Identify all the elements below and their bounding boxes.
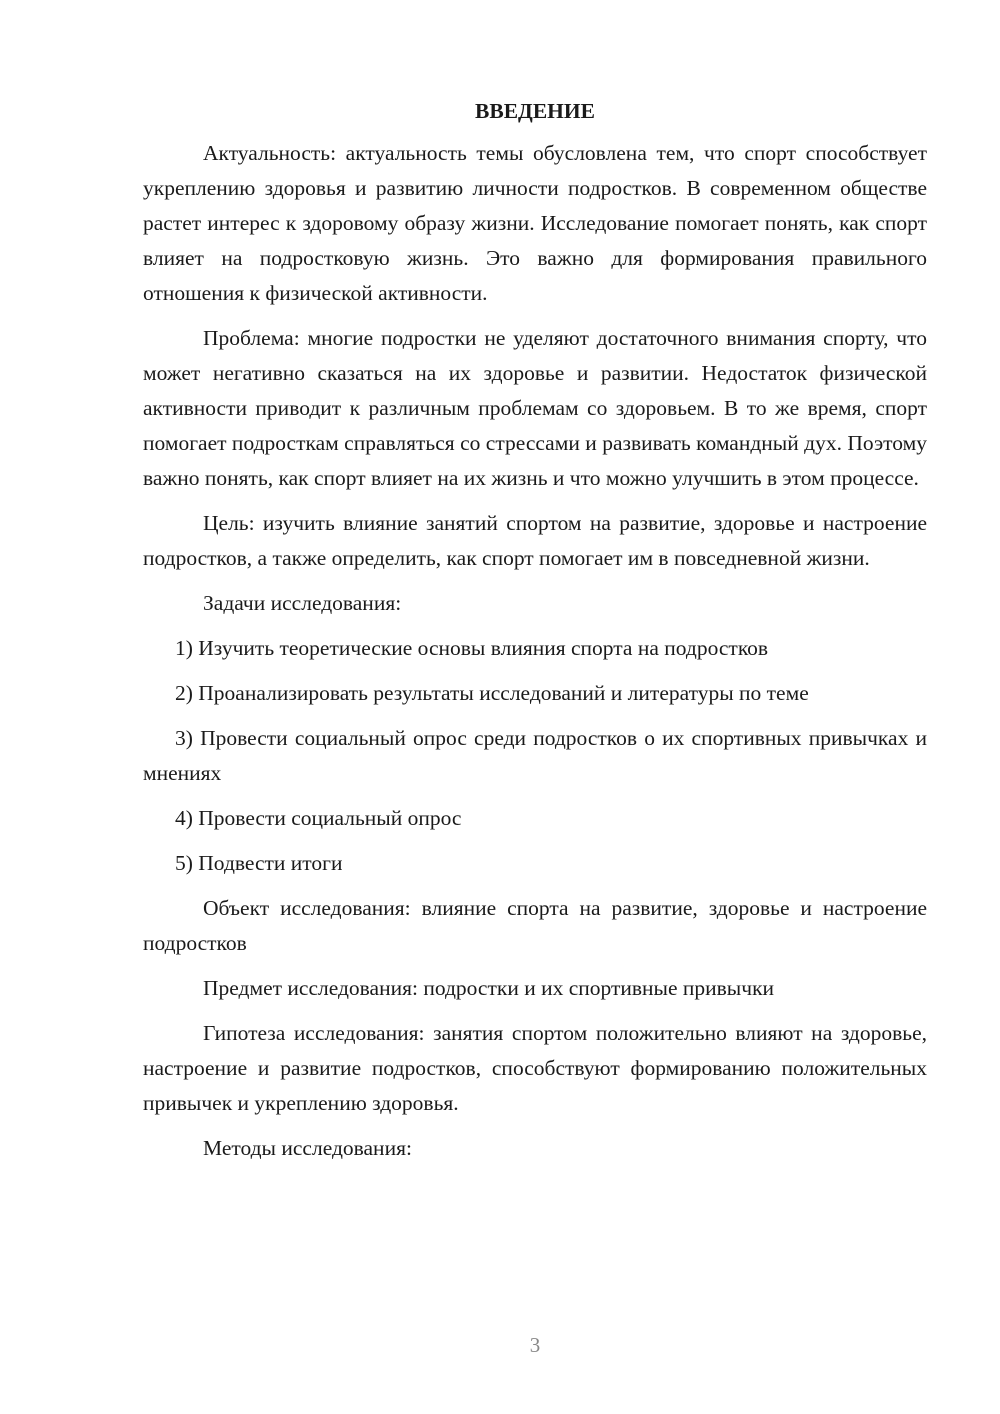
object-paragraph: Объект исследования: влияние спорта на развитие, здоровье и настроение подростков xyxy=(143,896,927,955)
subject-paragraph: Предмет исследования: подростки и их спортивные привычки xyxy=(203,976,775,1000)
tasks-heading: Задачи исследования: xyxy=(203,591,402,615)
task-item-3: 3) Провести социальный опрос среди подростков о их спортивных привычках и мнениях xyxy=(143,726,927,785)
task-item-4: 4) Провести социальный опрос xyxy=(175,806,462,830)
task-item-1: 1) Изучить теоретические основы влияния спорта на подростков xyxy=(175,636,769,660)
methods-heading: Методы исследования: xyxy=(203,1136,412,1160)
goal-paragraph: Цель: изучить влияние занятий спортом на развитие, здоровье и настроение подростков, а также определить, как спорт помогает им в повседневной жизни. xyxy=(143,511,927,570)
page-number: 3 xyxy=(529,1333,541,1357)
relevance-paragraph: Актуальность: актуальность темы обусловлена тем, что спорт способствует укреплению здоровья и развитию личности подростков. В современном обществе растет интерес к здоровому образу жизни. Исследование помогает понять, как спорт влияет на подростковую жизнь. Это важно для формирования правильного отношения к физической активности. xyxy=(143,141,927,305)
task-item-5: 5) Подвести итоги xyxy=(175,851,343,875)
section-title: ВВЕДЕНИЕ xyxy=(475,99,595,123)
task-item-2: 2) Проанализировать результаты исследований и литературы по теме xyxy=(175,681,809,705)
document-page xyxy=(143,96,927,1176)
problem-paragraph: Проблема: многие подростки не уделяют достаточного внимания спорту, что может негативно сказаться на их здоровье и развитии. Недостаток физической активности приводит к различным проблемам со здоровьем. В то же время, спорт помогает подросткам справляться со стрессами и развивать командный дух. Поэтому важно понять, как спорт влияет на их жизнь и что можно улучшить в этом процессе. xyxy=(143,326,927,490)
hypothesis-paragraph: Гипотеза исследования: занятия спортом положительно влияют на здоровье, настроение и развитие подростков, способствуют формированию положительных привычек и укреплению здоровья. xyxy=(143,1021,927,1115)
